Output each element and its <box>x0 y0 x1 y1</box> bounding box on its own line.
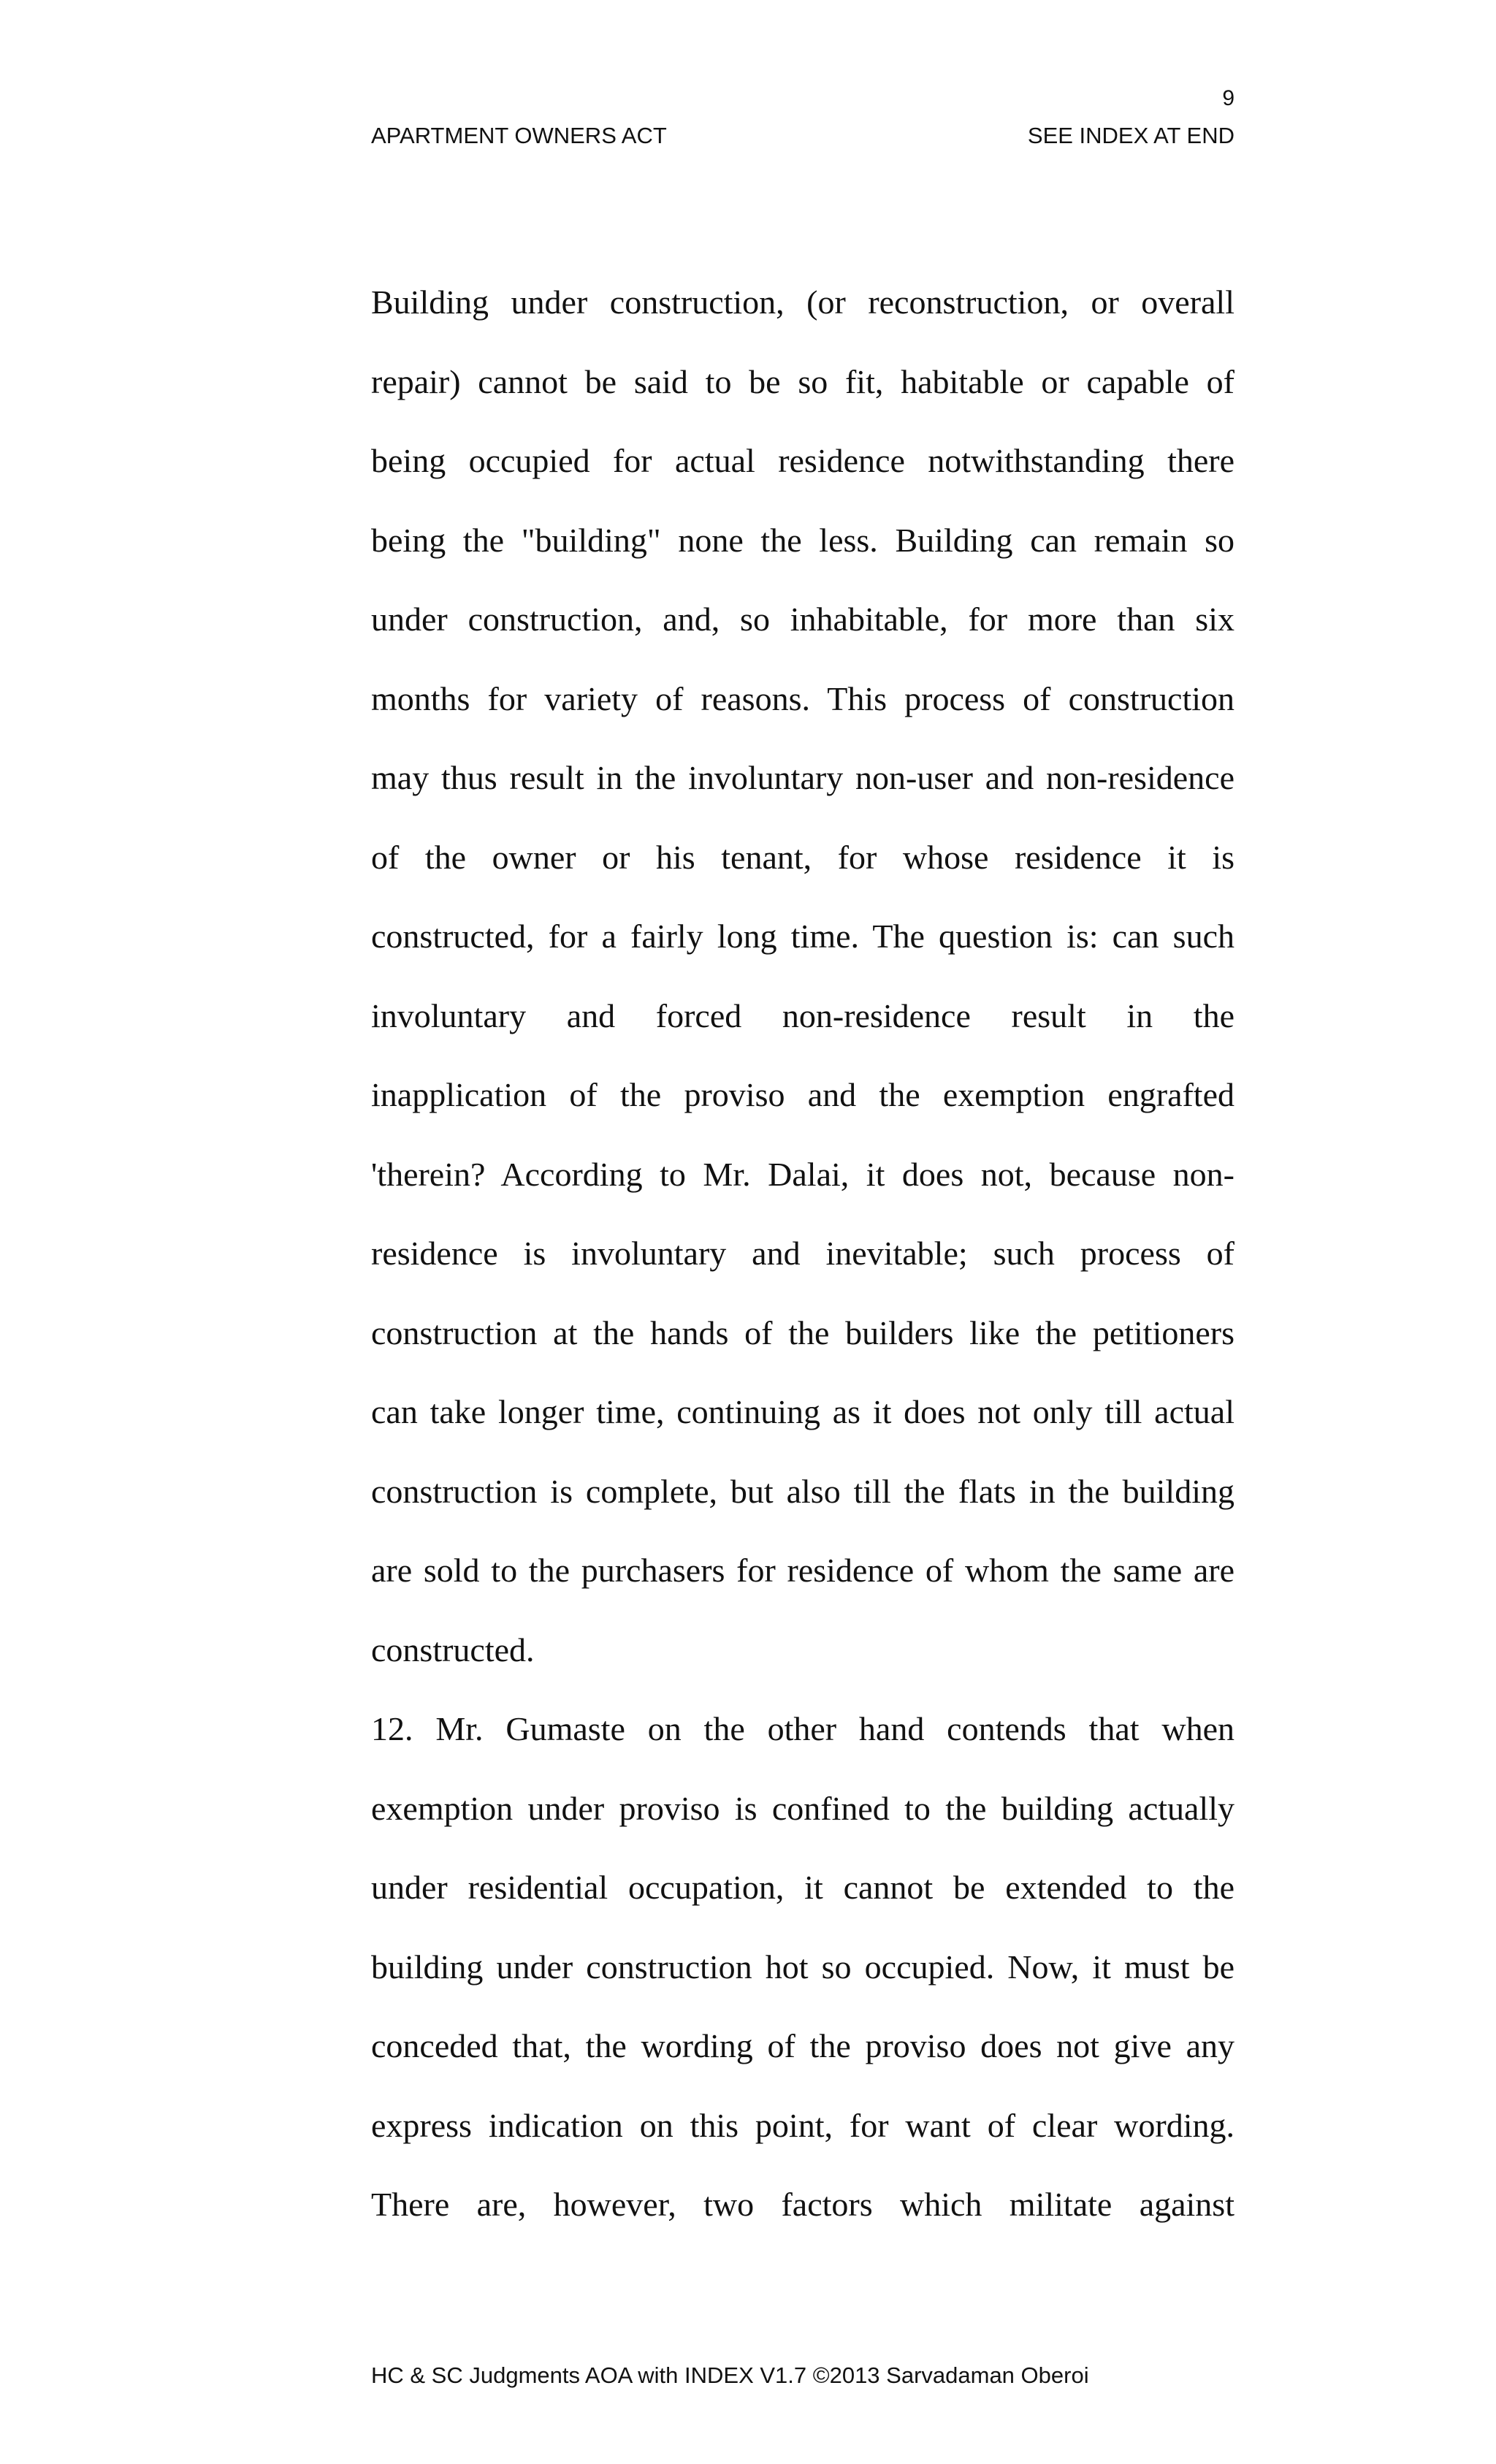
text-line: There are, however, two factors which militate against <box>371 2186 1234 2223</box>
text-line: repair) cannot be said to be so fit, habitable or capable of <box>371 362 1234 400</box>
text-line: construction at the hands of the builders like the petitioners <box>371 1313 1234 1351</box>
text-line: months for variety of reasons. This process of construction <box>371 679 1234 717</box>
text-line: are sold to the purchasers for residence of whom the same are <box>371 1552 1234 1589</box>
text-line: 'therein? According to Mr. Dalai, it does not, because non- <box>371 1155 1234 1193</box>
page-footer: HC & SC Judgments AOA with INDEX V1.7 ©2013 Sarvadaman Oberoi <box>371 2362 1089 2388</box>
text-line: being the "building" none the less. Building can remain so <box>371 521 1234 559</box>
text-line: construction is complete, but also till the flats in the building <box>371 1472 1234 1510</box>
page-number: 9 <box>1222 86 1234 110</box>
text-line: Building under construction, (or reconstruction, or overall <box>371 283 1234 321</box>
text-line: may thus result in the involuntary non-user and non-residence <box>371 759 1234 796</box>
text-line: constructed. <box>371 1630 535 1668</box>
text-line: inapplication of the proviso and the exemption engrafted <box>371 1076 1234 1113</box>
text-line: conceded that, the wording of the proviso does not give any <box>371 2027 1234 2064</box>
header-left-title: APARTMENT OWNERS ACT <box>371 123 667 148</box>
text-line: 12. Mr. Gumaste on the other hand contends that when <box>371 1710 1234 1747</box>
text-line: of the owner or his tenant, for whose residence it is <box>371 838 1234 876</box>
text-line: under residential occupation, it cannot be extended to the <box>371 1869 1234 1906</box>
header-right-title: SEE INDEX AT END <box>1027 123 1234 148</box>
text-line: express indication on this point, for want of clear wording. <box>371 2106 1234 2144</box>
text-line: can take longer time, continuing as it does not only till actual <box>371 1393 1234 1430</box>
text-line: building under construction hot so occupied. Now, it must be <box>371 1948 1234 1986</box>
running-header <box>371 124 1234 147</box>
text-line: involuntary and forced non-residence result in the <box>371 996 1234 1034</box>
text-line: exemption under proviso is confined to the building actually <box>371 1789 1234 1827</box>
text-line: being occupied for actual residence notwithstanding there <box>371 442 1234 479</box>
judgment-text <box>371 263 1234 2245</box>
text-line: constructed, for a fairly long time. The question is: can such <box>371 918 1234 955</box>
text-line: under construction, and, so inhabitable, for more than six <box>371 600 1234 638</box>
text-line: residence is involuntary and inevitable; such process of <box>371 1235 1234 1272</box>
